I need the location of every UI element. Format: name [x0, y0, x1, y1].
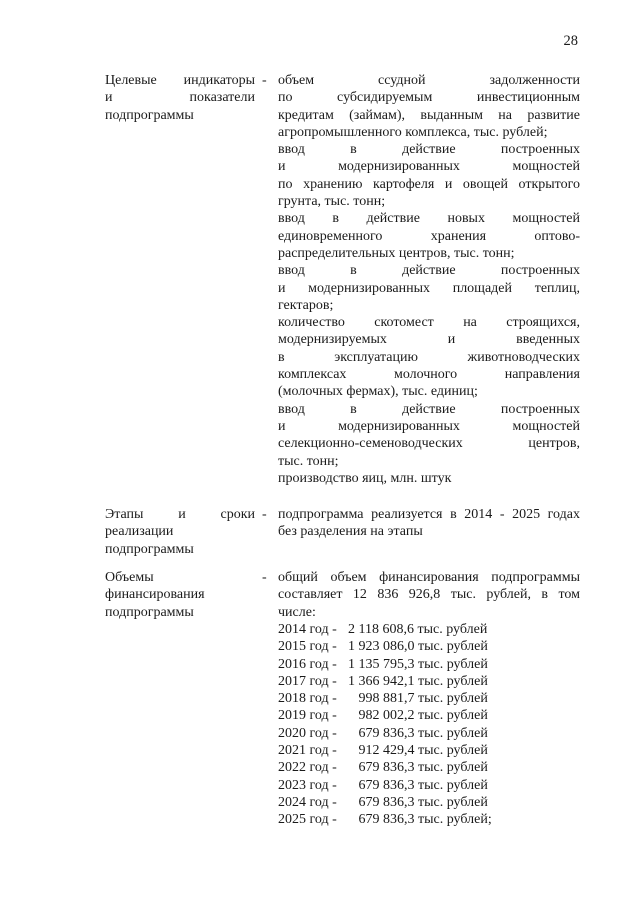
financing-year: 2025 год -: [278, 812, 337, 828]
value-line: числе:: [278, 604, 316, 620]
value-line: в эксплуатацию животноводческих: [278, 349, 580, 365]
value-line: по субсидируемым инвестиционным: [278, 90, 580, 106]
financing-amount: 998 881,7 тыс. рублей: [348, 691, 488, 707]
financing-by-year: [278, 621, 580, 829]
financing-year: 2014 год -: [278, 622, 337, 637]
label-line: и показатели: [105, 90, 255, 106]
value-line: агропромышленного комплекса, тыс. рублей;: [278, 124, 548, 140]
financing-year: 2022 год -: [278, 760, 337, 776]
section-label: [105, 72, 255, 124]
financing-amount: 679 836,3 тыс. рублей;: [348, 812, 492, 828]
financing-row: [278, 690, 580, 707]
financing-year: 2023 год -: [278, 777, 337, 793]
value-line: гектаров;: [278, 297, 334, 313]
financing-row: [278, 707, 580, 724]
financing-year: 2020 год -: [278, 725, 337, 741]
financing-row: [278, 759, 580, 776]
value-line: ввод в действие построенных: [278, 401, 580, 417]
value-line: комплексах молочного направления: [278, 367, 580, 383]
financing-row: [278, 656, 580, 673]
value-line: общий объем финансирования подпрограммы: [278, 570, 580, 585]
financing-amount: 912 429,4 тыс. рублей: [348, 743, 488, 759]
value-line: селекционно-семеноводческих центров,: [278, 436, 580, 452]
value-line: (молочных фермах), тыс. единиц;: [278, 384, 478, 400]
page-number: 28: [563, 33, 578, 49]
value-line: и модернизированных мощностей: [278, 418, 580, 434]
value-line: и модернизированных площадей теплиц,: [278, 280, 580, 296]
financing-row: [278, 794, 580, 811]
value-line: модернизируемых и введенных: [278, 332, 580, 348]
value-line: по хранению картофеля и овощей открытого: [278, 176, 580, 192]
value-line: составляет 12 836 926,8 тыс. рублей, в том: [278, 587, 580, 603]
section-value: [278, 569, 580, 621]
financing-amount: 2 118 608,6 тыс. рублей: [348, 622, 488, 637]
separator-dash: -: [262, 570, 267, 585]
financing-year: 2021 год -: [278, 743, 337, 759]
financing-amount: 679 836,3 тыс. рублей: [348, 725, 488, 741]
financing-year: 2017 год -: [278, 673, 337, 689]
financing-year: 2016 год -: [278, 656, 337, 672]
label-line: Этапы и сроки: [105, 507, 255, 522]
financing-row: [278, 777, 580, 794]
financing-row: [278, 621, 580, 638]
label-line: подпрограммы: [105, 541, 194, 557]
financing-row: [278, 742, 580, 759]
label-line: подпрограммы: [105, 107, 194, 123]
section-value: [278, 72, 580, 487]
value-line: количество скотомест на строящихся,: [278, 315, 580, 331]
financing-amount: 679 836,3 тыс. рублей: [348, 760, 488, 776]
label-line: реализации: [105, 524, 174, 540]
value-line: и модернизированных мощностей: [278, 159, 580, 175]
section-label: [105, 569, 255, 621]
financing-year: 2024 год -: [278, 794, 337, 810]
label-line: Объемы: [105, 570, 154, 585]
value-line: единовременного хранения оптово-: [278, 228, 580, 244]
value-line: тыс. тонн;: [278, 453, 339, 469]
financing-year: 2018 год -: [278, 691, 337, 707]
financing-amount: 679 836,3 тыс. рублей: [348, 794, 488, 810]
financing-amount: 1 923 086,0 тыс. рублей: [348, 639, 488, 655]
financing-year: 2015 год -: [278, 639, 337, 655]
label-line: Целевые индикаторы: [105, 73, 255, 88]
financing-amount: 679 836,3 тыс. рублей: [348, 777, 488, 793]
value-line: подпрограмма реализуется в 2014 - 2025 годах: [278, 507, 580, 522]
financing-row: [278, 673, 580, 690]
value-line: ввод в действие новых мощностей: [278, 211, 580, 227]
value-line: ввод в действие построенных: [278, 142, 580, 158]
value-line: кредитам (займам), выданным на развитие: [278, 107, 580, 123]
section-label: [105, 506, 255, 558]
value-line: объем ссудной задолженности: [278, 73, 580, 88]
financing-row: [278, 811, 580, 828]
label-line: финансирования: [105, 587, 205, 603]
financing-row: [278, 725, 580, 742]
value-line: без разделения на этапы: [278, 524, 423, 540]
value-line: распределительных центров, тыс. тонн;: [278, 245, 515, 261]
value-line: грунта, тыс. тонн;: [278, 194, 386, 210]
financing-row: [278, 638, 580, 655]
separator-dash: -: [262, 507, 267, 522]
financing-amount: 1 135 795,3 тыс. рублей: [348, 656, 488, 672]
financing-amount: 982 002,2 тыс. рублей: [348, 708, 488, 724]
separator-dash: -: [262, 73, 267, 88]
value-line: производство яиц, млн. штук: [278, 470, 452, 486]
financing-amount: 1 366 942,1 тыс. рублей: [348, 673, 488, 689]
value-line: ввод в действие построенных: [278, 263, 580, 279]
label-line: подпрограммы: [105, 604, 194, 620]
financing-year: 2019 год -: [278, 708, 337, 724]
section-value: [278, 506, 580, 541]
